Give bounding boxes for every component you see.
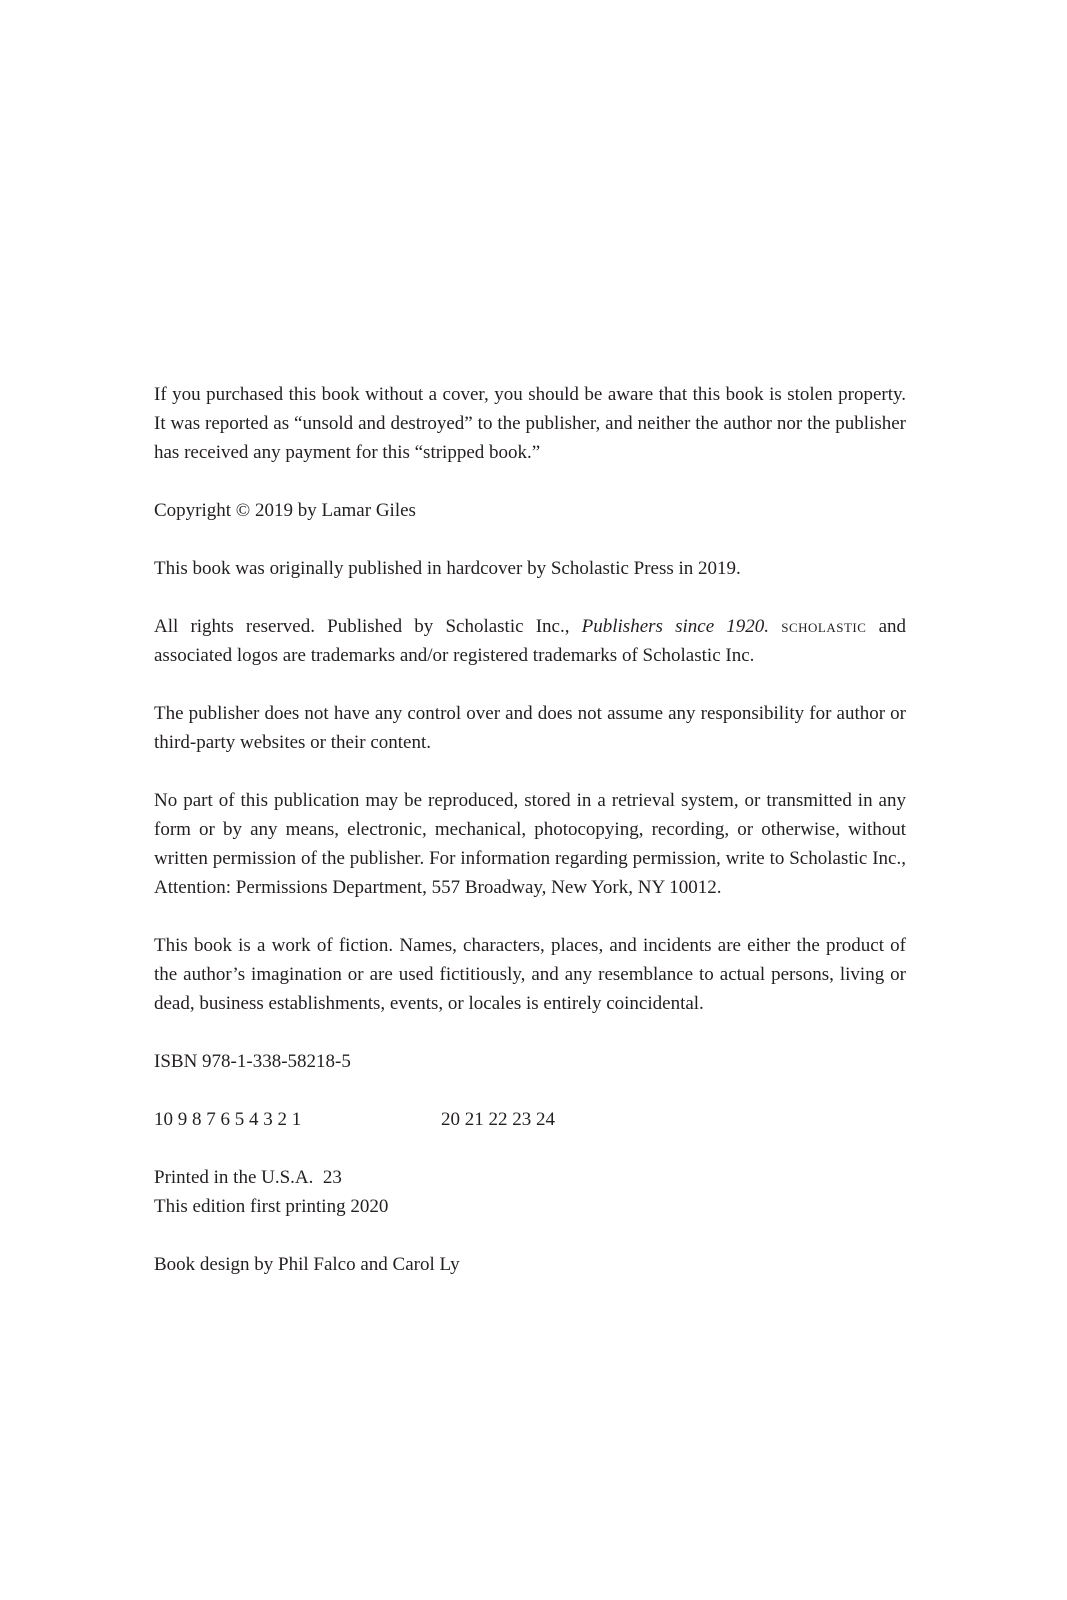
scholastic-trademark-word: scholastic — [781, 616, 867, 637]
copyright-text-block — [154, 380, 906, 1308]
printing-numbers-row — [154, 1105, 906, 1134]
year-number-line: 20 21 22 23 24 — [441, 1109, 555, 1130]
printed-in-line: Printed in the U.S.A. 23 — [154, 1167, 342, 1188]
rights-reserved-paragraph — [154, 612, 906, 670]
copyright-line: Copyright © 2019 by Lamar Giles — [154, 500, 416, 521]
permissions-paragraph: No part of this publication may be reproduced, stored in a retrieval system, or transmitted in any form or by any means, electronic, mechanical, photocopying, recording, or otherwise, without written permission of the publisher. For information regarding permission, write to Scholastic Inc., Attention: Permissions Department, 557 Broadway, New York, NY 10012. — [154, 790, 906, 898]
rights-prefix: All rights reserved. Published by Scholastic Inc., — [154, 616, 582, 637]
book-design-credit: Book design by Phil Falco and Carol Ly — [154, 1254, 460, 1275]
isbn-line: ISBN 978-1-338-58218-5 — [154, 1051, 351, 1072]
printing-number-line: 10 9 8 7 6 5 4 3 2 1 — [154, 1109, 302, 1130]
rights-suffix: and associated logos are trademarks and/or registered trademarks of Scholastic Inc. — [154, 616, 907, 666]
stolen-book-notice: If you purchased this book without a cover, you should be aware that this book is stolen property. It was reported as “unsold and destroyed” to the publisher, and neither the author nor the publisher has received any payment for this “stripped book.” — [154, 384, 906, 463]
original-publication-note: This book was originally published in hardcover by Scholastic Press in 2019. — [154, 558, 741, 579]
edition-printing-line: This edition first printing 2020 — [154, 1196, 389, 1217]
fiction-notice: This book is a work of fiction. Names, characters, places, and incidents are either the product of the author’s imagination or are used fictitiously, and any resemblance to actual persons, living or dead, business establishments, events, or locales is entirely coincidental. — [154, 935, 906, 1014]
publisher-disclaimer: The publisher does not have any control over and does not assume any responsibility for author or third-party websites or their content. — [154, 703, 906, 753]
publishers-since-tagline: Publishers since 1920. — [581, 616, 770, 637]
